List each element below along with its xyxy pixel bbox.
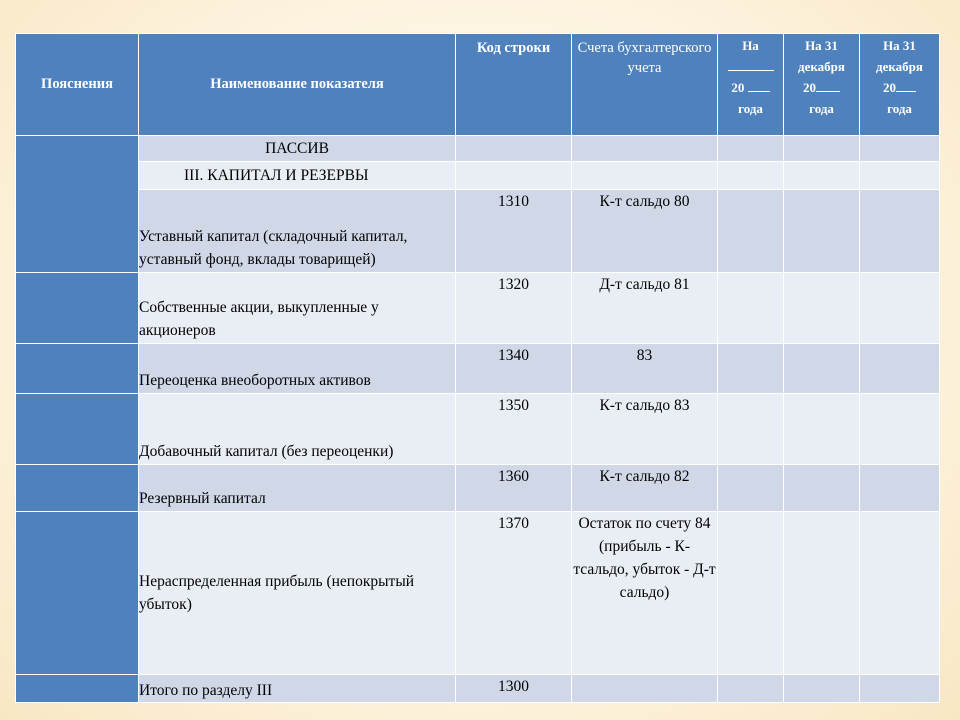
value-cell — [860, 675, 940, 703]
row-account: К-т сальдо 82 — [572, 465, 718, 512]
header-line-code: Код строки — [456, 34, 572, 136]
header-row — [16, 34, 940, 136]
row-name: Собственные акции, выкупленные у акционеров — [139, 273, 456, 344]
row-name: ПАССИВ — [139, 136, 456, 162]
row-name: Итого по разделу III — [139, 675, 456, 703]
header-indicator-name: Наименование показателя — [139, 34, 456, 136]
row-code: 1300 — [456, 675, 572, 703]
row-account: Остаток по счету 84 (прибыль - К-тсальдо, убыток - Д-т сальдо) — [572, 512, 718, 675]
row-name: Переоценка внеоборотных активов — [139, 344, 456, 394]
row-name: Уставный капитал (складочный капитал, уставный фонд, вклады товарищей) — [139, 190, 456, 273]
value-cell — [784, 465, 860, 512]
explanation-cell — [16, 273, 139, 344]
explanation-cell — [16, 675, 139, 703]
value-cell — [784, 273, 860, 344]
value-cell — [718, 344, 784, 394]
explanation-cell — [16, 512, 139, 675]
explanation-cell — [16, 344, 139, 394]
value-cell — [718, 136, 784, 162]
row-code — [456, 136, 572, 162]
value-cell — [784, 162, 860, 190]
table-row — [16, 344, 940, 394]
table-row — [16, 465, 940, 512]
table-row — [16, 136, 940, 162]
row-name: Нераспределенная прибыль (непокрытый убыток) — [139, 512, 456, 675]
row-account — [572, 162, 718, 190]
value-cell — [784, 394, 860, 465]
row-account: Д-т сальдо 81 — [572, 273, 718, 344]
row-code: 1350 — [456, 394, 572, 465]
table-row — [16, 675, 940, 703]
header-period-3: На 31 декабря 20 года — [860, 34, 940, 136]
row-name: Добавочный капитал (без переоценки) — [139, 394, 456, 465]
value-cell — [784, 512, 860, 675]
value-cell — [860, 190, 940, 273]
row-name: Резервный капитал — [139, 465, 456, 512]
row-code — [456, 162, 572, 190]
value-cell — [784, 190, 860, 273]
header-period-2: На 31 декабря 20 года — [784, 34, 860, 136]
value-cell — [860, 273, 940, 344]
row-code: 1340 — [456, 344, 572, 394]
explanation-cell — [16, 394, 139, 465]
explanation-cell — [16, 136, 139, 273]
value-cell — [718, 394, 784, 465]
value-cell — [718, 675, 784, 703]
table-row — [16, 162, 940, 190]
value-cell — [860, 162, 940, 190]
value-cell — [718, 465, 784, 512]
row-account: 83 — [572, 344, 718, 394]
header-explanations: Пояснения — [16, 34, 139, 136]
value-cell — [860, 465, 940, 512]
row-name: III. КАПИТАЛ И РЕЗЕРВЫ — [139, 162, 456, 190]
value-cell — [784, 344, 860, 394]
explanation-cell — [16, 465, 139, 512]
row-account: К-т сальдо 80 — [572, 190, 718, 273]
value-cell — [718, 190, 784, 273]
table-row — [16, 273, 940, 344]
table-row — [16, 394, 940, 465]
value-cell — [860, 394, 940, 465]
table-row — [16, 190, 940, 273]
value-cell — [784, 675, 860, 703]
row-account: К-т сальдо 83 — [572, 394, 718, 465]
row-code: 1370 — [456, 512, 572, 675]
value-cell — [718, 273, 784, 344]
value-cell — [860, 512, 940, 675]
value-cell — [860, 136, 940, 162]
value-cell — [860, 344, 940, 394]
row-code: 1320 — [456, 273, 572, 344]
table-row — [16, 512, 940, 675]
value-cell — [718, 512, 784, 675]
row-account — [572, 675, 718, 703]
balance-sheet-table — [15, 33, 940, 703]
header-accounts: Счета бухгалтерского учета — [572, 34, 718, 136]
value-cell — [784, 136, 860, 162]
row-code: 1360 — [456, 465, 572, 512]
header-period-1: На 20 года — [718, 34, 784, 136]
row-code: 1310 — [456, 190, 572, 273]
value-cell — [718, 162, 784, 190]
row-account — [572, 136, 718, 162]
